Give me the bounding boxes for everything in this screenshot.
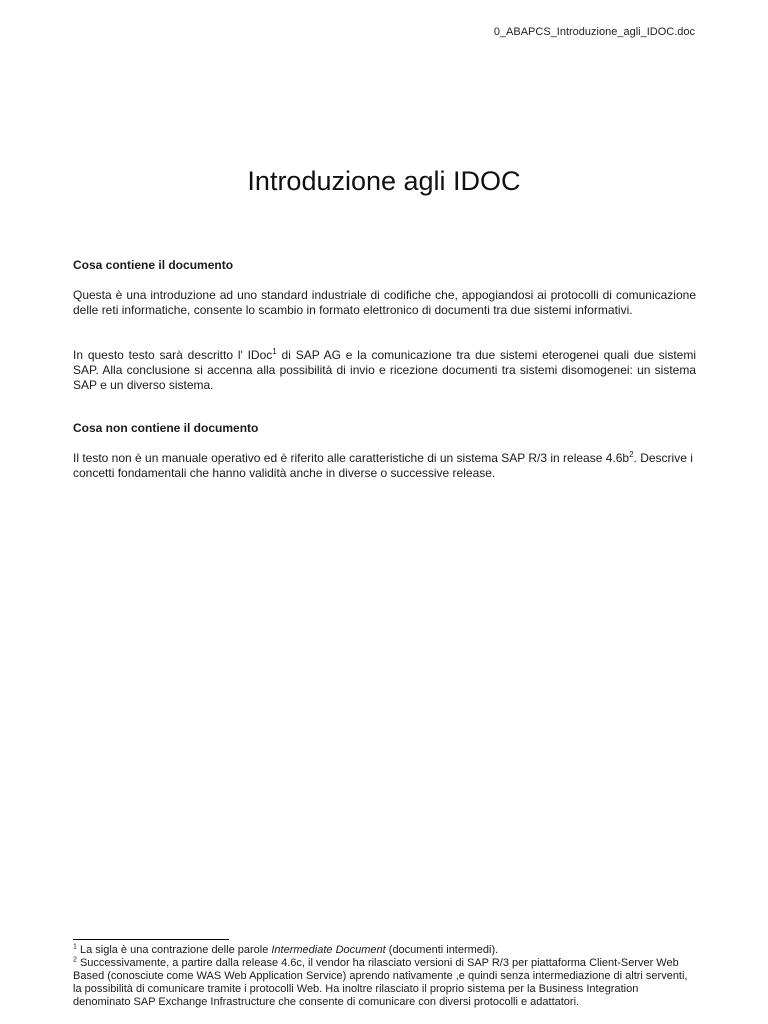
document-title: Introduzione agli IDOC — [247, 166, 521, 196]
paragraph-text: di SAP AG e la comunicazione tra due sistemi eterogenei quali due sistemi SAP. Alla conclusione si accenna alla possibilità di invio e ricezione documenti tra sistemi disomogenei: un sistema SAP e un diverso sistema. — [73, 348, 696, 392]
footnote-text: Successivamente, a partire dalla release 4.6c, il vendor ha rilasciato versioni di SAP R/3 per piattaforma Client-Server Web Based (conosciute come WAS Web Application Service) aprendo nativamente ,e quindi senza intermediazione di altri serventi, la possibilità di comunicare tramite i protocolli Web. Ha inoltre rilasciato il proprio sistema per la Business Integration denominato SAP Exchange Infrastructure che consente di comunicare con diversi protocolli e adattatori. — [73, 957, 688, 1008]
footnotes — [73, 944, 696, 1009]
footnote-italic-term: Intermediate Document — [271, 944, 386, 956]
footnote-number: 2 — [73, 956, 77, 964]
section-heading: Cosa contiene il documento — [73, 258, 234, 272]
paragraph: Questa è una introduzione ad uno standard industriale di codifiche che, appogiandosi ai protocolli di comunicazione delle reti informatiche, consente lo scambio in formato elettronico di documenti tra due sistemi informativi. — [73, 288, 696, 317]
footnote-text: La sigla è una contrazione delle parole — [76, 944, 272, 956]
header-filename: 0_ABAPCS_Introduzione_agli_IDOC.doc — [493, 26, 695, 38]
footnote-separator — [73, 939, 229, 940]
paragraph-text: . Descrive i concetti fondamentali che hanno validità anche in diverse o successive release. — [73, 451, 693, 480]
footnote-ref[interactable]: 1 — [272, 347, 277, 356]
paragraph-text: In questo testo sarà descritto l' IDoc — [73, 348, 273, 362]
section-heading: Cosa non contiene il documento — [73, 421, 259, 435]
footnote-2 — [73, 957, 696, 1009]
paragraph — [73, 348, 696, 393]
section-contents — [73, 258, 696, 273]
footnote-ref[interactable]: 2 — [629, 450, 634, 459]
paragraph-text: Il testo non è un manuale operativo ed è riferito alle caratteristiche di un sistema SAP R/3 in release 4.6b — [73, 451, 630, 465]
footnote-number: 1 — [73, 943, 77, 951]
section-contents-paragraph-1 — [73, 288, 696, 318]
section-non-contents-paragraph-1 — [73, 451, 696, 481]
paragraph — [73, 451, 696, 481]
section-non-contents — [73, 421, 696, 436]
section-contents-paragraph-2 — [73, 348, 696, 393]
footnote-text: (documenti intermedi). — [385, 944, 499, 956]
footnote-1 — [73, 944, 696, 957]
